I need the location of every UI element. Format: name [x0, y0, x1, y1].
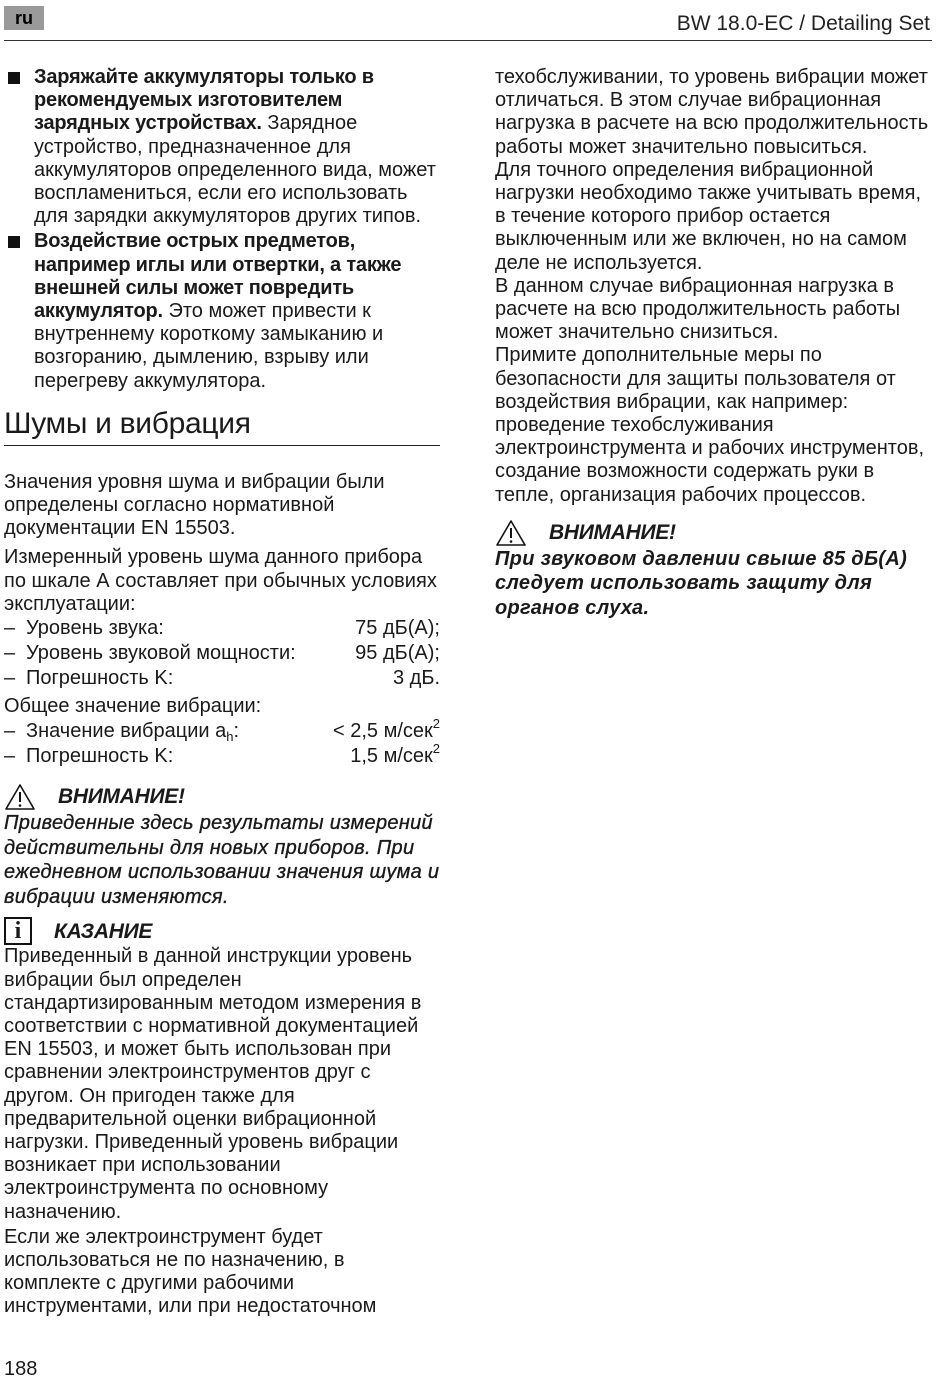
bullet-square-icon — [8, 72, 20, 84]
note-paragraph: Приведенный в данной инструкции уровень вибрации был определен стандартизированным методом измерения в соответствии с нормативной документацией EN 15503, и может быть использован при сравнении электроинструментов друг с другом. Он пригоден также для предварительной оценки вибрационной нагрузки. Приведенный уровень вибрации возникает при использовании электроинструмента по основному назначению. — [4, 945, 422, 1223]
dash: – — [4, 666, 16, 689]
vibration-spec-row — [4, 715, 440, 744]
language-badge: ru — [4, 6, 44, 30]
warning-heading: ВНИМАНИЕ! — [549, 521, 676, 545]
document-title: BW 18.0-EC / Detailing Set — [676, 12, 930, 35]
warning-heading-row — [4, 783, 440, 811]
header-rule — [4, 40, 932, 41]
bullet-sharp-objects — [4, 230, 440, 392]
note-heading: КАЗАНИЕ — [54, 919, 153, 943]
spec-label-colon: : — [233, 719, 240, 742]
page-number: 188 — [4, 1358, 38, 1380]
spec-value-superscript: 2 — [432, 740, 440, 756]
noise-spec-row — [4, 641, 440, 666]
spec-value: 3 дБ. — [392, 666, 440, 689]
info-icon: i — [4, 917, 32, 945]
spec-value-text: 1,5 м/сек — [350, 744, 433, 767]
note-paragraph-continued: Если же электроинструмент будет использоваться не по назначению, в комплекте с другими рабочими инструментами, или при недостаточном — [4, 1225, 377, 1318]
right-paragraph: Для точного определения вибрационной нагрузки необходимо также учитывать время, в течение которого прибор остается выключенным или же включен, но на самом деле не используется. — [495, 158, 922, 274]
warning-text: Приведенные здесь результаты измерений действительны для новых приборов. При ежедневном использовании значения шума и вибрации изменяются. — [4, 811, 440, 908]
dash: – — [4, 719, 16, 742]
dash: – — [4, 616, 16, 639]
right-paragraph: Примите дополнительные меры по безопасности для защиты пользователя от воздействия вибрации, как например: проведение техобслуживания электроинструмента и рабочих инструментов, создание возможности содержать руки в тепле, организация рабочих процессов. — [495, 344, 924, 506]
bullet-text: Это может привести к внутреннему короткому замыканию и возгоранию, дымлению, взрыву или перегреву аккумулятора. — [34, 300, 384, 392]
spec-label: Погрешность K: — [26, 666, 174, 689]
warning-text: При звуковом давлении свыше 85 дБ(A) следует использовать защиту для органов слуха. — [495, 547, 908, 620]
spec-label-subscript: h — [226, 728, 234, 744]
vibration-spec-list — [4, 715, 440, 769]
right-paragraph: В данном случае вибрационная нагрузка в расчете на всю продолжительность работы может значительно снизиться. — [495, 274, 901, 344]
spec-value — [332, 715, 440, 744]
spec-label-text: Значение вибрации a — [26, 719, 227, 742]
bullet-square-icon — [8, 236, 20, 248]
spec-value-superscript: 2 — [432, 715, 440, 731]
spec-value — [350, 740, 440, 769]
noise-spec-list — [4, 616, 440, 691]
section-title: Шумы и вибрация — [4, 407, 440, 446]
spec-value: 75 дБ(A); — [355, 616, 440, 639]
warning-triangle-icon — [495, 519, 527, 547]
intro-paragraph: Значения уровня шума и вибрации были определены согласно нормативной документации EN 15503. — [4, 470, 385, 540]
spec-label: Погрешность K: — [26, 744, 174, 767]
noise-spec-row — [4, 616, 440, 641]
warning-triangle-icon — [4, 783, 36, 811]
bullet-charger — [4, 66, 440, 228]
spec-label — [26, 719, 333, 744]
right-paragraph: техобслуживании, то уровень вибрации может отличаться. В этом случае вибрационная нагрузка в расчете на всю продолжительность работы может значительно повыситься. — [495, 66, 929, 158]
vibration-spec-row — [4, 740, 440, 769]
noise-intro-paragraph: Измеренный уровень шума данного прибора по шкале А составляет при обычных условиях эксплуатации: — [4, 546, 437, 615]
right-column — [495, 66, 935, 621]
spec-label: Уровень звуковой мощности: — [26, 641, 296, 664]
spec-label: Уровень звука: — [26, 616, 164, 639]
bullet-text: Зарядное устройство, предназначенное для аккумуляторов определенного вида, может воспламениться, если его использовать для зарядки аккумуляторов других типов. — [34, 112, 436, 228]
page-header — [0, 0, 950, 44]
note-heading-row — [4, 917, 440, 945]
warning-heading: ВНИМАНИЕ! — [58, 785, 185, 809]
vibration-title: Общее значение вибрации: — [4, 694, 262, 717]
dash: – — [4, 641, 16, 664]
noise-spec-row — [4, 666, 440, 691]
bullet-lead: Воздействие острых предметов, например иглы или отвертки, а также внешней силы может повредить аккумулятор. — [34, 230, 402, 323]
left-column — [4, 66, 440, 1319]
warning-heading-row — [495, 519, 935, 547]
dash: – — [4, 744, 16, 767]
spec-value-text: < 2,5 м/сек — [332, 719, 433, 742]
bullet-lead: Заряжайте аккумуляторы только в рекомендуемых изготовителем зарядных устройствах. — [34, 66, 374, 135]
spec-value: 95 дБ(A); — [355, 641, 440, 664]
